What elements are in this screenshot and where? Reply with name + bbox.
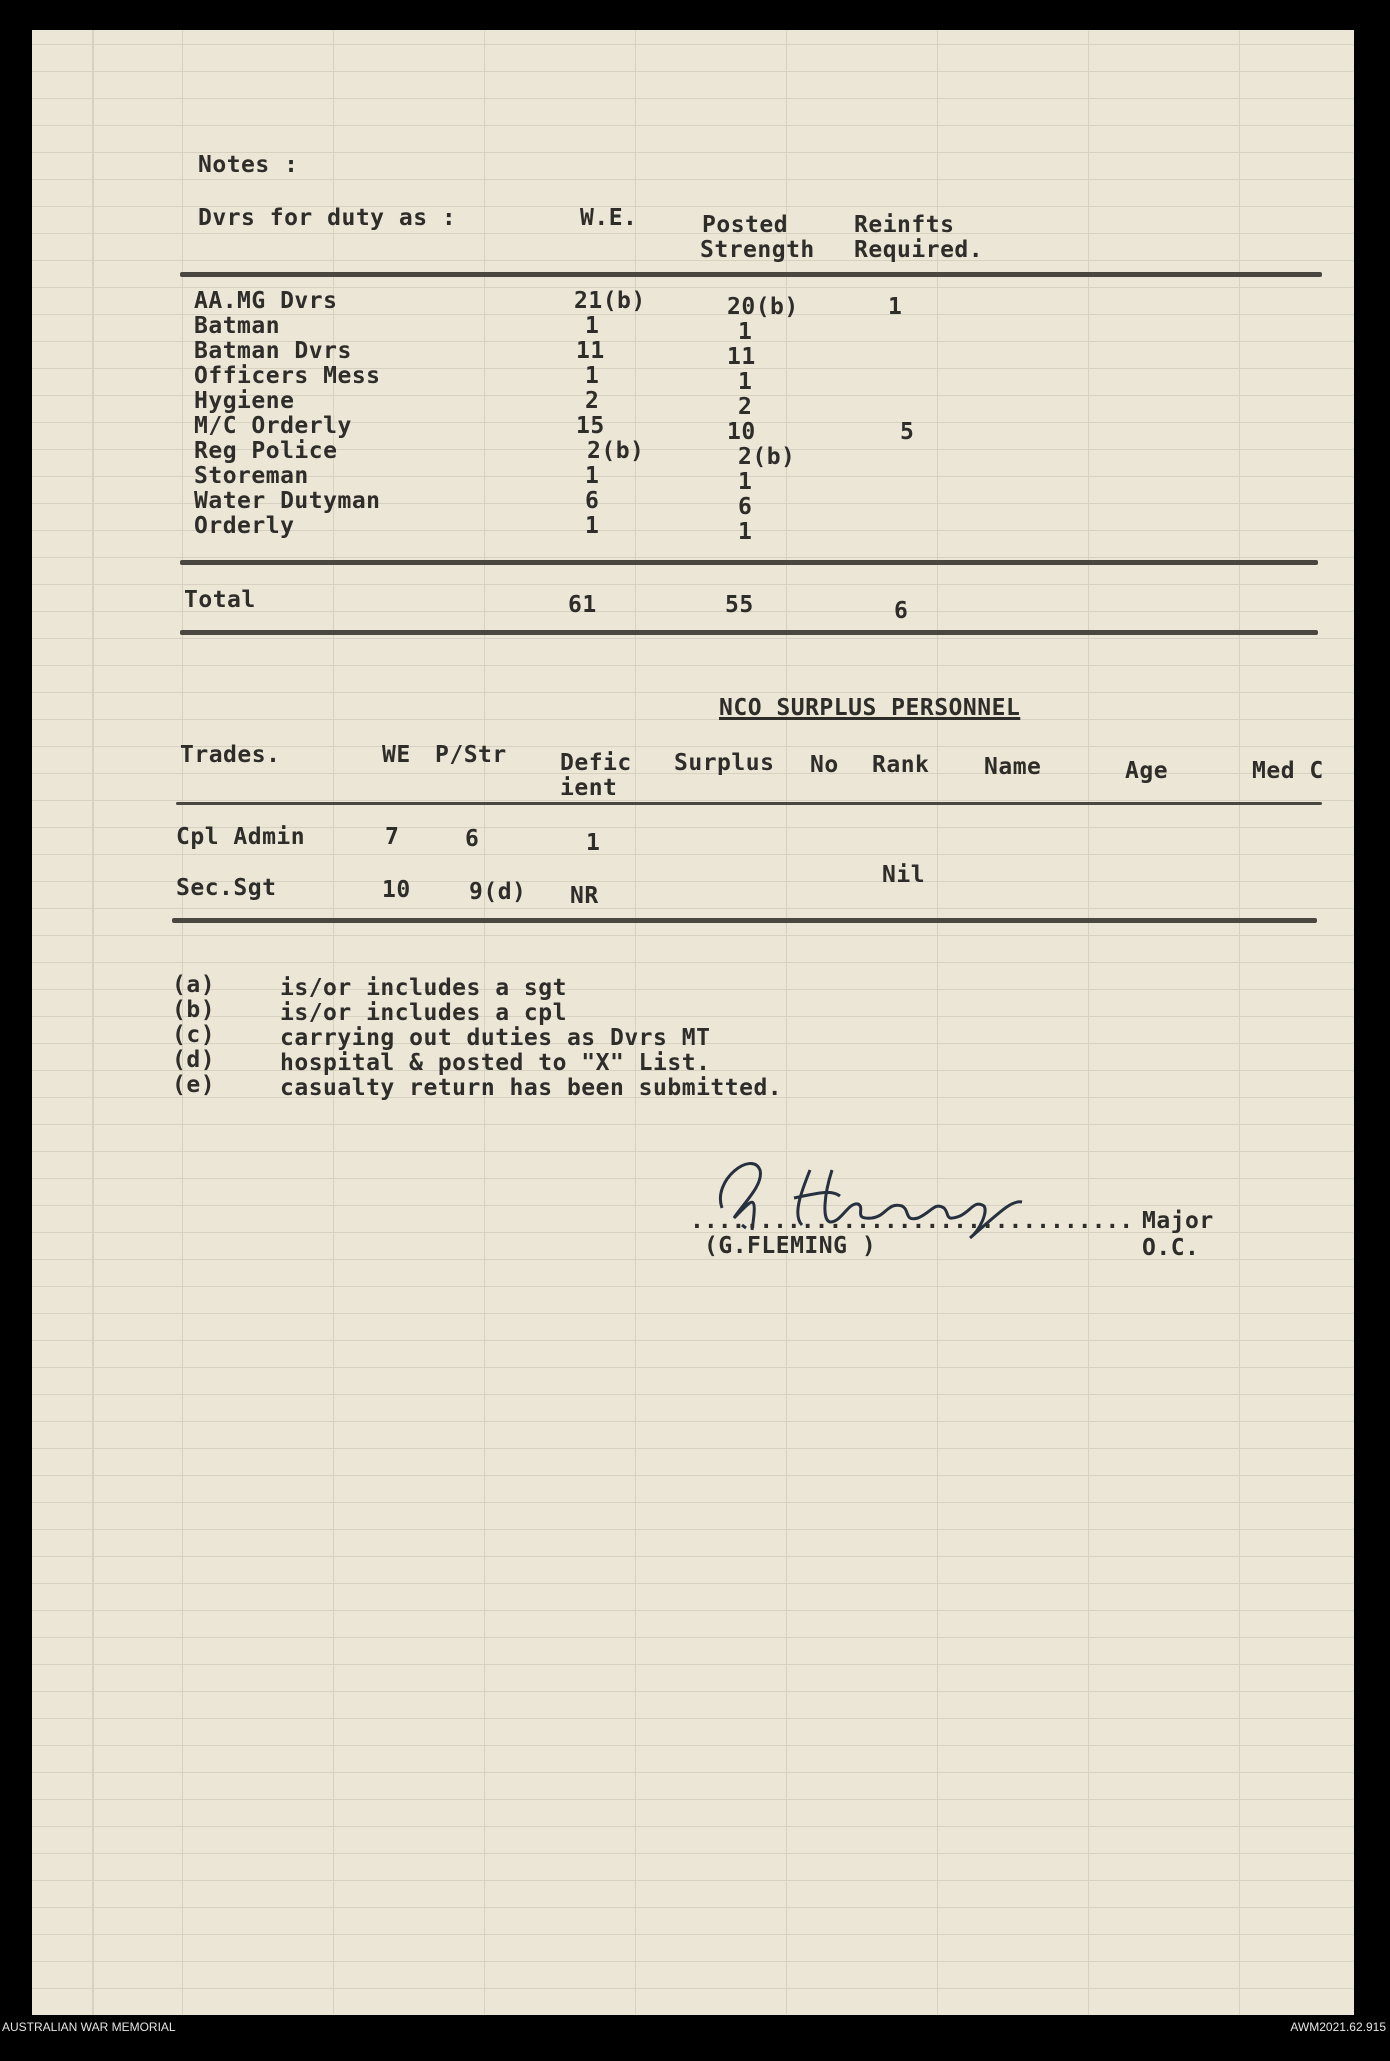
col-header-med: Med C [1252,758,1324,784]
table-row-posted: 1 [738,319,753,345]
table-row-posted: 10 [727,419,756,445]
table-row-duty: Reg Police [194,438,338,464]
table-row-we: 6 [585,488,600,514]
table-row-posted: 1 [738,369,753,395]
table-row-duty: Officers Mess [194,363,381,389]
table-row-duty: Batman [194,313,281,339]
table-row-trade: Cpl Admin [176,824,306,850]
col-header-we2: WE [382,742,411,768]
table-row-posted: 1 [738,469,753,495]
table-row-we: 21(b) [574,288,646,314]
col-header-pstr: P/Str [435,742,507,768]
table-row-duty: AA.MG Dvrs [194,288,338,314]
total-reinf: 6 [894,598,909,624]
col-header-reinf-1: Reinfts [854,212,955,238]
table-row-we: 1 [585,513,600,539]
document-page [32,30,1354,2015]
paper-fold [92,30,94,2015]
footnote-key: (e) [172,1072,216,1098]
col-header-name: Name [984,754,1042,780]
table-row-posted: 1 [738,519,753,545]
total-we: 61 [568,592,597,618]
col-header-trades: Trades. [180,742,281,768]
total-top-rule [180,560,1318,565]
table-row-duty: Batman Dvrs [194,338,352,364]
nil-entry: Nil [882,862,926,888]
table-row-reinf: 5 [900,419,915,445]
col-header-surplus: Surplus [674,750,775,776]
col-header-duty: Dvrs for duty as : [198,205,457,231]
footnote-text: hospital & posted to "X" List. [280,1050,711,1076]
table-row-duty: Orderly [194,513,295,539]
header-rule [180,272,1322,277]
table-row-we: 2(b) [587,438,645,464]
nco-surplus-title: NCO SURPLUS PERSONNEL [719,695,1021,721]
table-row-defic: 1 [586,830,601,856]
signature-rank: Major [1142,1208,1214,1234]
table-row-we: 2 [585,388,600,414]
footnote-text: carrying out duties as Dvrs MT [280,1025,711,1051]
total-label: Total [184,587,256,613]
footnote-text: is/or includes a sgt [280,975,567,1001]
table-row-posted: 6 [738,494,753,520]
footnote-text: is/or includes a cpl [280,1000,567,1026]
table-row-duty: Hygiene [194,388,295,414]
total-posted: 55 [725,592,754,618]
table-row-duty: Water Dutyman [194,488,381,514]
footnote-key: (b) [172,997,216,1023]
table-row-posted: 2 [738,394,753,420]
col-header-no: No [810,752,839,778]
col-header-we: W.E. [580,205,638,231]
table-row-trade: Sec.Sgt [176,875,277,901]
table-row-we2: 7 [385,824,400,850]
table-row-we: 11 [576,338,605,364]
table-row-pstr: 9(d) [469,879,527,905]
total-bottom-rule [180,630,1318,635]
table-row-posted: 20(b) [727,294,799,320]
table-row-duty: Storeman [194,463,309,489]
table2-header-rule [176,802,1322,805]
footnote-key: (d) [172,1047,216,1073]
footnote-text: casualty return has been submitted. [280,1075,783,1101]
table-row-pstr: 6 [465,826,480,852]
signature-appointment: O.C. [1142,1235,1200,1261]
table-row-defic: NR [570,883,599,909]
col-header-reinf-2: Required. [854,237,984,263]
table-row-posted: 11 [727,344,756,370]
col-header-rank: Rank [872,752,930,778]
col-header-age: Age [1125,758,1169,784]
table-row-posted: 2(b) [738,444,796,470]
table2-bottom-rule [172,918,1317,923]
col-header-posted-1: Posted [702,212,789,238]
footer-right: AWM2021.62.915 [1290,2020,1386,2034]
footer-left: AUSTRALIAN WAR MEMORIAL [2,2020,176,2034]
notes-label: Notes : [198,152,299,178]
table-row-we: 15 [576,413,605,439]
table-row-we2: 10 [382,877,411,903]
signature-dots: ................................ [690,1208,1134,1234]
footnote-key: (c) [172,1022,216,1048]
table-row-duty: M/C Orderly [194,413,352,439]
col-header-posted-2: Strength [700,237,815,263]
table-row-reinf: 1 [888,294,903,320]
signature-name: (G.FLEMING ) [704,1233,877,1259]
table-row-we: 1 [585,313,600,339]
table-row-we: 1 [585,463,600,489]
col-header-defic-2: ient [560,775,618,801]
col-header-defic-1: Defic [560,750,632,776]
table-row-we: 1 [585,363,600,389]
footnote-key: (a) [172,972,216,998]
